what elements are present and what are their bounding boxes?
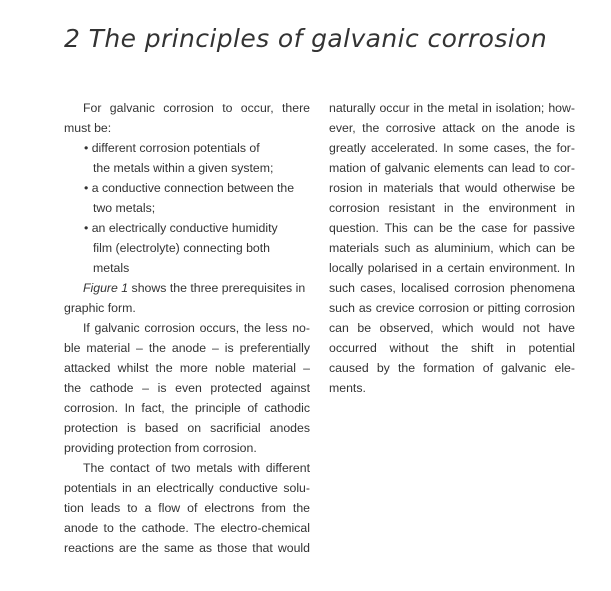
bullet-item-continuation: the metals within a given system; [93,161,274,175]
text-line: locally polarised in a certain environment. In [329,261,575,275]
text-line: must be: [64,121,112,135]
text-line: The contact of two metals with different [83,461,310,475]
text-line: If galvanic corrosion occurs, the less no- [83,321,310,335]
bullet-item-continuation: film (electrolyte) connecting both [93,241,271,255]
text-line: graphic form. [64,301,136,315]
text-line: rosion in materials that would otherwise be [329,181,575,195]
text-fragment: shows the three prerequisites in [128,281,306,295]
text-line: naturally occur in the metal in isolation; how- [329,101,575,115]
right-column [329,98,575,398]
text-line: attacked whilst the more noble material – [64,361,310,375]
text-line: ever, the corrosive attack on the anode is [329,121,575,135]
left-column [64,98,310,558]
text-line: ble material – the anode – is preferentially [64,341,310,355]
text-line: anode to the cathode. The electro-chemical [64,521,310,535]
text-line: mation of galvanic elements can lead to cor- [329,161,575,175]
text-line: potentials in an electrically conductive solu- [64,481,310,495]
text-line: providing protection from corrosion. [64,441,257,455]
text-line: the cathode – is even protected against [64,381,310,395]
figure-reference: Figure 1 [83,281,129,295]
text-line: protection is based on sacrificial anodes [64,421,310,435]
text-line: ments. [329,381,366,395]
text-line: materials such as aluminium, which can be [329,241,575,255]
text-line: For galvanic corrosion to occur, there [83,101,310,115]
text-line: tion leads to a flow of electrons from the [64,501,310,515]
bullet-item: • an electrically conductive humidity [84,221,278,235]
text-line: greatly accelerated. In some cases, the for- [329,141,575,155]
text-line [64,278,310,298]
page-title: 2 The principles of galvanic corrosion [64,24,548,53]
text-line: corrosion. In fact, the principle of cathodic [64,401,310,415]
bullet-item-continuation: two metals; [93,201,156,215]
text-line: caused by the formation of galvanic ele- [329,361,575,375]
text-line: question. This can be the case for passive [329,221,575,235]
bullet-item-continuation: metals [93,261,130,275]
text-line: occurred without the shift in potential [329,341,575,355]
bullet-item: • a conductive connection between the [84,181,295,195]
text-line: such as crevice corrosion or pitting corrosion [329,301,575,315]
text-line: can be observed, which would not have [329,321,575,335]
text-line: corrosion resistant in the environment in [329,201,575,215]
text-line: reactions are the same as those that would [64,541,310,555]
text-line: such cases, localised corrosion phenomena [329,281,575,295]
bullet-item: • different corrosion potentials of [84,141,260,155]
